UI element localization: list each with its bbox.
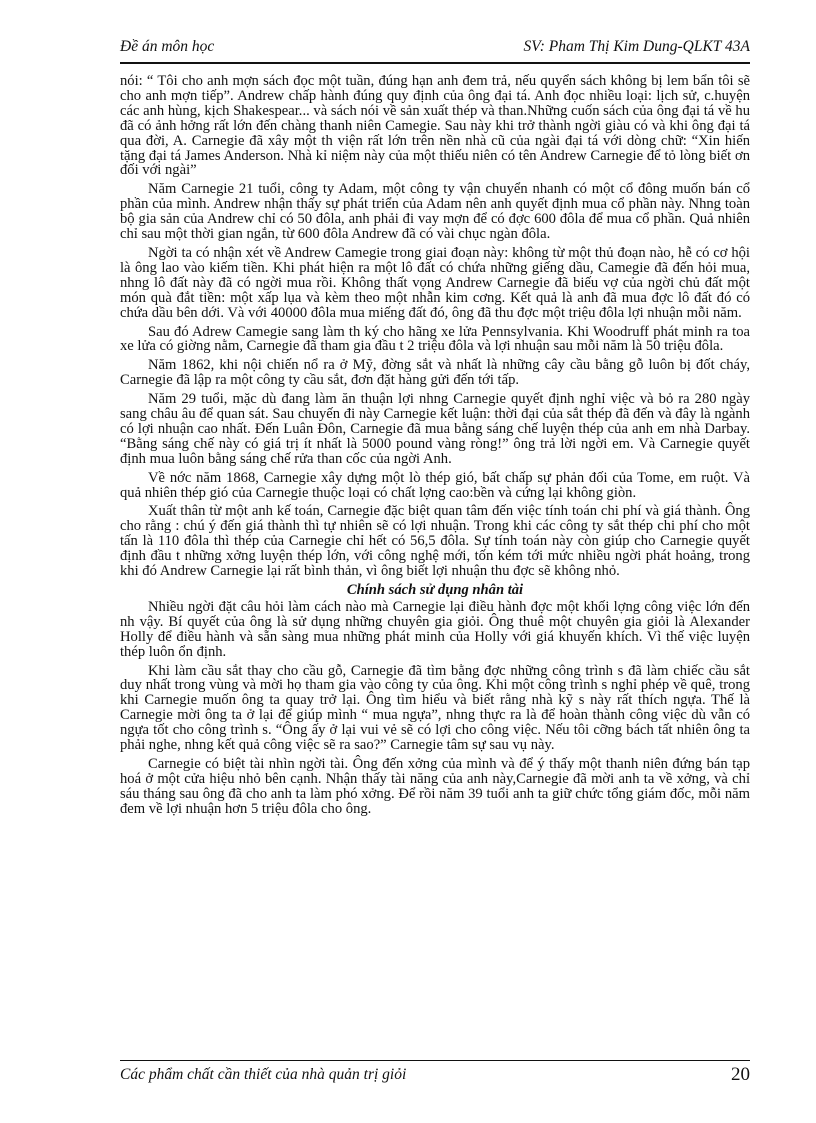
header-student-info: SV: Pham Thị Kim Dung-QLKT 43A bbox=[523, 38, 750, 55]
paragraph: Khi làm cầu sắt thay cho cầu gỗ, Carnegie đã tìm bằng đợc những công trình s đã làm chiếc cầu sắt duy nhất trong vùng và mời họ tham gia vào công ty của ông. Khi một công trình s nghỉ phép về quê, trong khi Carnegie muốn ông ta quay trở lại. Ông tìm hiểu và biết rằng nhà kỹ s này rất thích ngựa. Thế là Carnegie mời ông ta ở lại để giúp mình “ mua ngựa”, nhng thực ra là để hoàn thành công việc dù vẫn có ngựa tốt cho công trình s. “Ông ấy ở lại vui vẻ sẽ có lợi cho công việc. Nếu tôi cỡng bách tất nhiên ông ta phải nghe, nhng kết quả công việc sẽ ra sao?” Carnegie tâm sự sau vụ này. bbox=[120, 662, 750, 754]
paragraph: Sau đó Adrew Camegie sang làm th ký cho hãng xe lửa Pennsylvania. Khi Woodruff phát minh ra toa xe lửa có giờng nằm, Carnegie đã tham gia đầu t 2 triệu đôla và lợi nhuận sau mỗi năm là 50 triệu đôla. bbox=[120, 323, 750, 355]
footer-divider bbox=[120, 1060, 750, 1061]
header-divider bbox=[120, 62, 750, 64]
paragraph: Về nớc năm 1868, Carnegie xây dựng một lò thép gió, bất chấp sự phản đối của Tome, em ruột. Và quả nhiên thép gió của Carnegie thuộc loại có chất lợng cao:bền và cứng lại không giòn. bbox=[120, 469, 750, 501]
paragraph: Carnegie có biệt tài nhìn ngời tài. Ông đến xởng của mình và để ý thấy một thanh niên đứng bán tạp hoá ở một cửa hiệu nhỏ bên cạnh. Nhận thấy tài năng của anh này,Carnegie đã mời anh ta về xởng, và chỉ sáu tháng sau ông đã cho anh ta làm phó xởng. Để rồi năm 39 tuổi anh ta giữ chức tổng giám đốc, mỗi năm đem về lợi nhuận hơn 5 triệu đôla cho ông. bbox=[120, 755, 750, 817]
paragraph: Năm 29 tuổi, mặc dù đang làm ăn thuận lợi nhng Carnegie quyết định nghỉ việc và bỏ ra 280 ngày sang châu âu để quan sát. Sau chuyến đi này Carnegie kết luận: thời đại của sắt thép đã đến và đây là ngành có lợi nhuận cao nhất. Đến Luân Đôn, Carnegie đã mua bằng sáng chế luyện thép của anh em nhà Darbay. “Bằng sáng chế này có giá trị ít nhất là 5000 pound vàng ròng!” ông trả lời ngời em. Và Carnegie quyết định mua luôn bằng sáng chế rửa than cốc của ngời Anh. bbox=[120, 391, 750, 467]
section-heading: Chính sách sử dụng nhân tài bbox=[346, 582, 524, 598]
paragraph: nói: “ Tôi cho anh mợn sách đọc một tuần, đúng hạn anh đem trả, nếu quyển sách không bị lem bẩn tôi sẽ cho anh mợn tiếp”. Andrew chấp hành đúng quy định của ông đại tá. Anh đọc nhiều loại: lịch sử, c.huyện các anh hùng, kịch Shakespear... và sách nói về sản xuất thép và than.Những cuốn sách của ông đại tá về hu đã có ảnh hởng rất lớn đến chàng thanh niên Camegie. Sau này khi trở thành ngời giàu có và khi ông đại tá qua đời, A. Carnegie đã xây một th viện rất lớn trên nền nhà cũ của ngài đại tá với dòng chữ: “Xin hiến tặng đại tá James Anderson. Nhà kỉ niệm này của một thiếu niên có tên Andrew Carnegie để tỏ lòng biết ơn đối với ngài” bbox=[120, 73, 750, 179]
header-course-title: Đề án môn học bbox=[120, 38, 215, 55]
page-number: 20 bbox=[731, 1064, 750, 1085]
paragraph: Ngời ta có nhận xét về Andrew Camegie trong giai đoạn này: không từ một thủ đoạn nào, hễ có cơ hội là ông lao vào kiếm tiền. Khi phát hiện ra một lô đất có chứa những giếng dầu, Camegie đã đến hỏi mua, nhng lô đất này đã có ngời mua rồi. Không thất vọng Andrew Carnegie đã biếu vợ của ngời chủ đất một món quà đắt tiền: một xấp lụa và kèm theo một nhẫn kim cơng. Kết quả là anh đã mua đợc lô đất đó có chứa dầu bên dới. Và với 40000 đôla mua miếng đất đó, ông đã thu đợc một triệu đôla lợi nhuận mỗi năm. bbox=[120, 244, 750, 321]
paragraph: Xuất thân từ một anh kế toán, Carnegie đặc biệt quan tâm đến việc tính toán chi phí và giá thành. Ông cho rằng : chú ý đến giá thành thì tự nhiên sẽ có lợi nhuận. Trong khi các công ty sắt thép chi phí cho một tấn là 110 đôla thì thép của Carnegie chỉ hết có 56,5 đôla. Sự tính toán này còn giúp cho Carnegie quyết định đầu t những xởng luyện thép lớn, với công nghệ mới, tốn kém tới mức nhiều ngời phát hoảng, trong khi đó Andrew Carnegie lại rất bình thản, vì ông biết lợi nhuận thu đợc sẽ không nhỏ. bbox=[120, 503, 750, 580]
paragraph: Nhiều ngời đặt câu hỏi làm cách nào mà Carnegie lại điều hành đợc một khối lợng công việc lớn đến nh vậy. Bí quyết của ông là sử dụng những chuyên gia giỏi. Ông thuê một chuyên gia giỏi là Alexander Holly để điều hành và sẵn sàng mua những phát minh của Holly với giá khuyến khích. Vì thế việc luyện thép luôn ổn định. bbox=[120, 598, 750, 660]
paragraph: Năm Carnegie 21 tuổi, công ty Adam, một công ty vận chuyển nhanh có một cổ đông muốn bán cổ phần của mình. Andrew nhận thấy sự phát triển của Adam nên anh quyết định mua cổ phần này. Nhng toàn bộ gia sản của Andrew chỉ có 50 đôla, anh phải đi vay mợn để có đợc 600 đôla để mua cổ phần. Quả nhiên chỉ sau một thời gian ngắn, từ 600 đôla Andrew đã có vài chục ngàn đôla. bbox=[120, 181, 750, 243]
footer-document-title: Các phẩm chất cần thiết của nhà quản trị giỏi bbox=[120, 1066, 407, 1083]
page-footer bbox=[120, 1066, 750, 1090]
page-header bbox=[120, 38, 750, 62]
paragraph: Năm 1862, khi nội chiến nổ ra ở Mỹ, đờng sắt và nhất là những cây cầu bằng gỗ luôn bị đốt cháy, Carnegie đã lập ra một công ty cầu sắt, đơn đặt hàng gửi đến tới tấp. bbox=[120, 357, 750, 389]
body-text bbox=[120, 74, 750, 821]
